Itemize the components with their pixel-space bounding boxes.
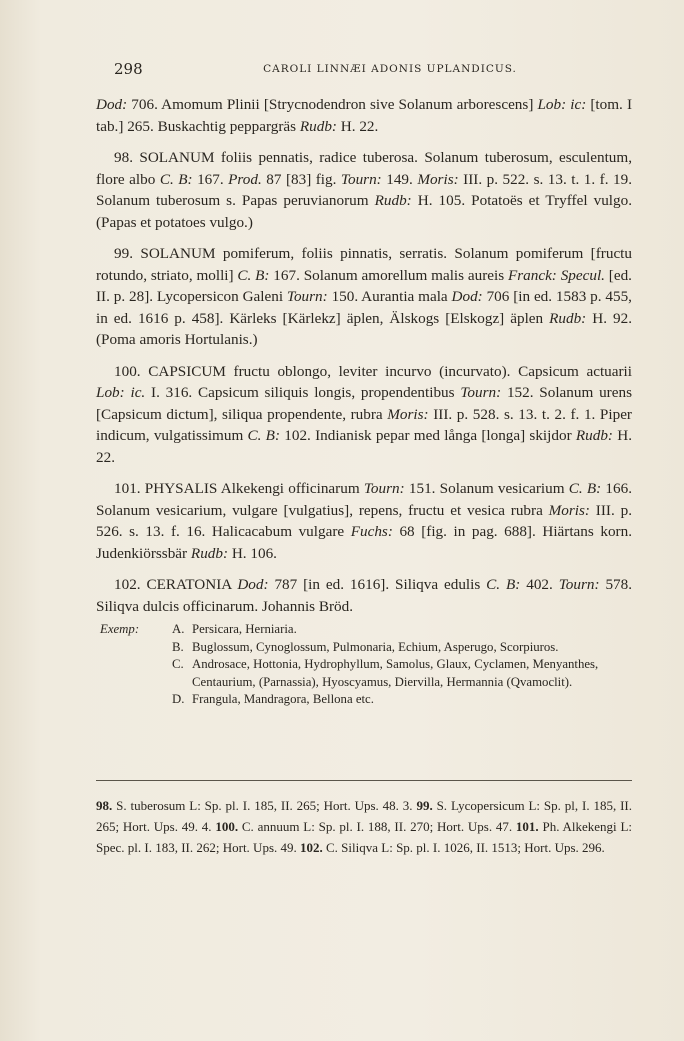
- text-span: 151. Solanum vesicarium: [404, 480, 569, 497]
- citation: C. B:: [237, 266, 270, 284]
- citation: C. B:: [159, 170, 193, 188]
- exemp-letter: B.: [172, 639, 184, 654]
- running-head: CAROLI LINNÆI ADONIS UPLANDICUS.: [263, 63, 517, 75]
- note-number: 100.: [215, 819, 239, 834]
- text-span: 706 [in ed. 1583 p. 455, in ed. 1616 p. 458]. Kärleks [Kärlekz] äplen, Älskogs [Elskogz] äplen: [96, 288, 632, 327]
- citation: Dod:: [451, 288, 483, 305]
- citation: Franck: Specul.: [507, 266, 605, 284]
- text-span: 100. CAPSICUM fructu oblongo, leviter incurvo (incurvato). Capsicum actuarii: [114, 362, 632, 380]
- entry-101: [96, 478, 632, 564]
- text-span: 101. PHYSALIS Alkekengi officinarum: [114, 480, 364, 497]
- text-span: [tom. I tab.] 265. Buskachtig peppargräs: [96, 96, 632, 135]
- note-text: S. Lycopersicum L: Sp. pl, I. 185, II. 265; Hort. Ups. 49. 4.: [96, 798, 632, 834]
- citation: Tourn:: [340, 170, 382, 188]
- note-text: S. tuberosum L: Sp. pl. I. 185, II. 265; Hort. Ups. 48. 3.: [112, 798, 417, 813]
- text-span: H. 22.: [96, 427, 633, 466]
- text-span: 787 [in ed. 1616]. Siliqva edulis: [268, 576, 487, 593]
- exemp-text: Frangula, Mandragora, Bellona etc.: [192, 692, 374, 706]
- citation: Rudb:: [374, 192, 412, 209]
- citation: Tourn:: [363, 480, 405, 497]
- text-span: 578. Siliqva dulcis officinarum. Johannis Bröd.: [96, 576, 633, 615]
- entry-97-continuation: [96, 94, 632, 137]
- text-span: III. p. 528. s. 13. t. 2. f. 1. Piper indicum, vulgatissimum: [96, 405, 632, 444]
- text-span: [ed. II. p. 28]. Lycopersicon Galeni: [96, 266, 632, 305]
- exemp-letter: D.: [172, 692, 185, 706]
- citation: Lob: ic:: [537, 96, 587, 113]
- text-span: 152. Solanum urens [Capsicum dictum], siliqua propendente, rubra: [96, 384, 632, 423]
- note-number: 99.: [416, 798, 433, 813]
- text-span: 166. Solanum vesicarium, vulgare [vulgatius], repens, fructu et vesica rubra: [96, 480, 633, 519]
- note-number: 98.: [96, 798, 113, 813]
- exemp-text: Androsace, Hottonia, Hydrophyllum, Samolus, Glaux, Cyclamen, Menyanthes, Centaurium, (Parnassia), Hyoscyamus, Diervilla, Hermannia (Qvamoclit).: [192, 657, 599, 689]
- citation: Lob: ic.: [96, 384, 146, 401]
- citation: Rudb:: [299, 117, 337, 135]
- text-span: 102. Indianisk pepar med långa [longa] skijdor: [280, 427, 576, 444]
- citation: C. B:: [486, 576, 521, 593]
- exemp-letter: C.: [172, 657, 184, 671]
- citation: Fuchs:: [350, 523, 393, 540]
- note-number: 102.: [300, 840, 323, 855]
- main-text: [96, 94, 632, 709]
- citation: Moris:: [548, 501, 590, 519]
- note-text: C. annuum L: Sp. pl. I. 188, II. 270; Hort. Ups. 47.: [238, 819, 516, 834]
- text-span: 68 [fig. in pag. 688]. Hiärtans korn. Judenkiörssbär: [96, 523, 632, 562]
- text-span: I. 316. Capsicum siliquis longis, propendentibus: [145, 384, 461, 401]
- citation: Moris:: [417, 170, 459, 188]
- text-span: H. 106.: [228, 544, 277, 562]
- citation: Tourn:: [558, 576, 600, 593]
- entry-98: [96, 147, 632, 233]
- citation: Tourn:: [460, 384, 502, 401]
- footnotes: [96, 795, 632, 858]
- note-text: C. Siliqva L: Sp. pl. I. 1026, II. 1513; Hort. Ups. 296.: [322, 840, 605, 855]
- citation: Rudb:: [190, 544, 229, 562]
- citation: Dod:: [96, 96, 128, 113]
- citation: Rudb:: [575, 427, 613, 444]
- exemp-text: Persicara, Herniaria.: [192, 622, 297, 636]
- text-span: 87 [83] fig.: [261, 170, 341, 188]
- text-span: 99. SOLANUM pomiferum, foliis pinnatis, serratis. Solanum pomiferum [fructu rotundo, striato, molli]: [96, 245, 632, 284]
- text-span: 98. SOLANUM foliis pennatis, radice tuberosa. Solanum tuberosum, esculentum, flore albo: [96, 149, 632, 188]
- text-span: 167. Solanum amorellum malis aureis: [269, 266, 508, 284]
- footnote-divider: [96, 780, 632, 781]
- text-span: 102. CERATONIA: [114, 576, 238, 593]
- citation: Dod:: [237, 576, 269, 593]
- text-span: H. 92. (Poma amoris Hortulanis.): [96, 309, 632, 348]
- exemp-letter: A.: [172, 622, 185, 636]
- citation: Rudb:: [549, 309, 587, 327]
- page-number: 298: [114, 60, 143, 78]
- text-span: 149.: [381, 170, 418, 188]
- note-text: Ph. Alkekengi L: Spec. pl. I. 183, II. 262; Hort. Ups. 49.: [96, 819, 633, 855]
- exemp-text: Buglossum, Cynoglossum, Pulmonaria, Echium, Asperugo, Scorpiuros.: [192, 639, 559, 654]
- text-span: 402.: [520, 576, 559, 593]
- text-span: III. p. 526. s. 13. f. 16. Halicacabum vulgare: [96, 501, 632, 540]
- exemp-label: Exemp:: [100, 622, 140, 636]
- note-number: 101.: [515, 819, 539, 834]
- citation: Tourn:: [286, 288, 328, 305]
- entry-100: [96, 361, 632, 469]
- text-span: 150. Aurantia mala: [327, 288, 452, 305]
- entry-102: [96, 574, 632, 617]
- exemp-list: [96, 621, 632, 709]
- text-span: 706. Amomum Plinii [Strycnodendron sive Solanum arborescens]: [127, 96, 538, 113]
- citation: Prod.: [228, 170, 262, 188]
- entry-99: [96, 243, 632, 351]
- text-span: H. 105. Potatoës et Tryffel vulgo. (Papas et potatoes vulgo.): [96, 192, 632, 231]
- text-span: H. 22.: [336, 117, 379, 135]
- page-header: [96, 60, 644, 82]
- citation: Moris:: [387, 405, 429, 423]
- text-span: 167.: [192, 170, 229, 188]
- citation: C. B:: [568, 480, 602, 497]
- text-span: III. p. 522. s. 13. t. 1. f. 19. Solanum tuberosum s. Papas peruvianorum: [96, 170, 632, 209]
- citation: C. B:: [247, 427, 281, 444]
